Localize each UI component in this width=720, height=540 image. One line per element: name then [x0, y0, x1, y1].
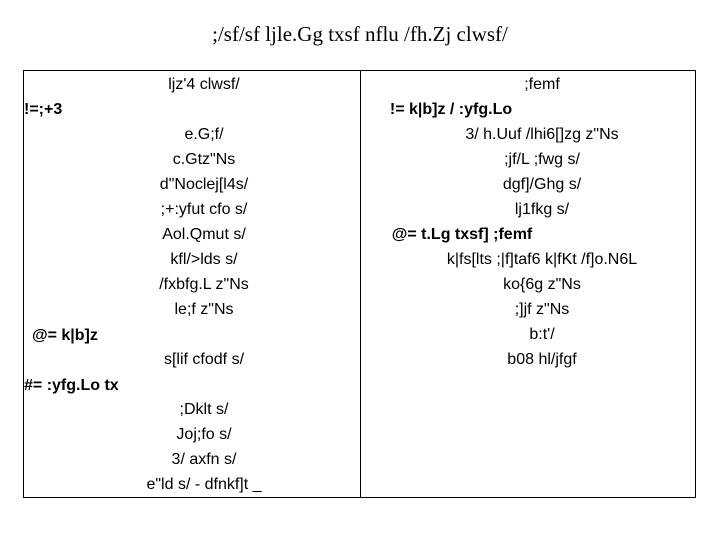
left-group-label: #= :yfg.Lo tx [24, 377, 119, 394]
left-column-header: ljz'4 clwsf/ [168, 76, 240, 93]
column-divider [360, 70, 361, 498]
right-item: b:t'/ [529, 326, 555, 343]
left-item: ;Dklt s/ [179, 401, 229, 418]
left-item: Aol.Qmut s/ [162, 226, 246, 243]
right-item: k|fs[lts ;|f]taf6 k|fKt /f]o.N6L [446, 251, 638, 268]
right-group-label: @= t.Lg txsf] ;femf [391, 226, 533, 243]
right-column-header: ;femf [524, 76, 560, 93]
left-item: ;+:yfut cfo s/ [160, 201, 248, 218]
right-group-label: != k|b]z / :yfg.Lo [389, 101, 513, 118]
left-item: c.Gtz"Ns [172, 151, 236, 168]
left-item: e.G;f/ [184, 126, 224, 143]
left-item: d"Noclej[l4s/ [159, 176, 249, 193]
right-item: ko{6g z"Ns [503, 276, 581, 293]
left-item: kfl/>lds s/ [170, 251, 238, 268]
right-item: ;]jf z"Ns [514, 301, 570, 318]
right-item: ;jf/L ;fwg s/ [504, 151, 580, 168]
right-item: dgf]/Ghg s/ [502, 176, 582, 193]
left-item: Joj;fo s/ [176, 426, 232, 443]
left-group-label: @= k|b]z [32, 327, 98, 344]
left-item: le;f z"Ns [174, 301, 234, 318]
left-group-label: !=;+3 [24, 101, 63, 118]
right-item: 3/ h.Uuf /lhi6[]zg z"Ns [465, 126, 619, 143]
right-item: lj1fkg s/ [514, 201, 570, 218]
page-title: ;/sf/sf ljle.Gg txsf nflu /fh.Zj clwsf/ [212, 22, 508, 46]
left-item: /fxbfg.L z"Ns [159, 276, 249, 293]
left-item: s[lif cfodf s/ [163, 351, 245, 368]
right-item: b08 hl/jfgf [507, 351, 577, 368]
left-item: 3/ axfn s/ [171, 451, 237, 468]
left-item: e"ld s/ - dfnkf]t _ [146, 476, 262, 493]
